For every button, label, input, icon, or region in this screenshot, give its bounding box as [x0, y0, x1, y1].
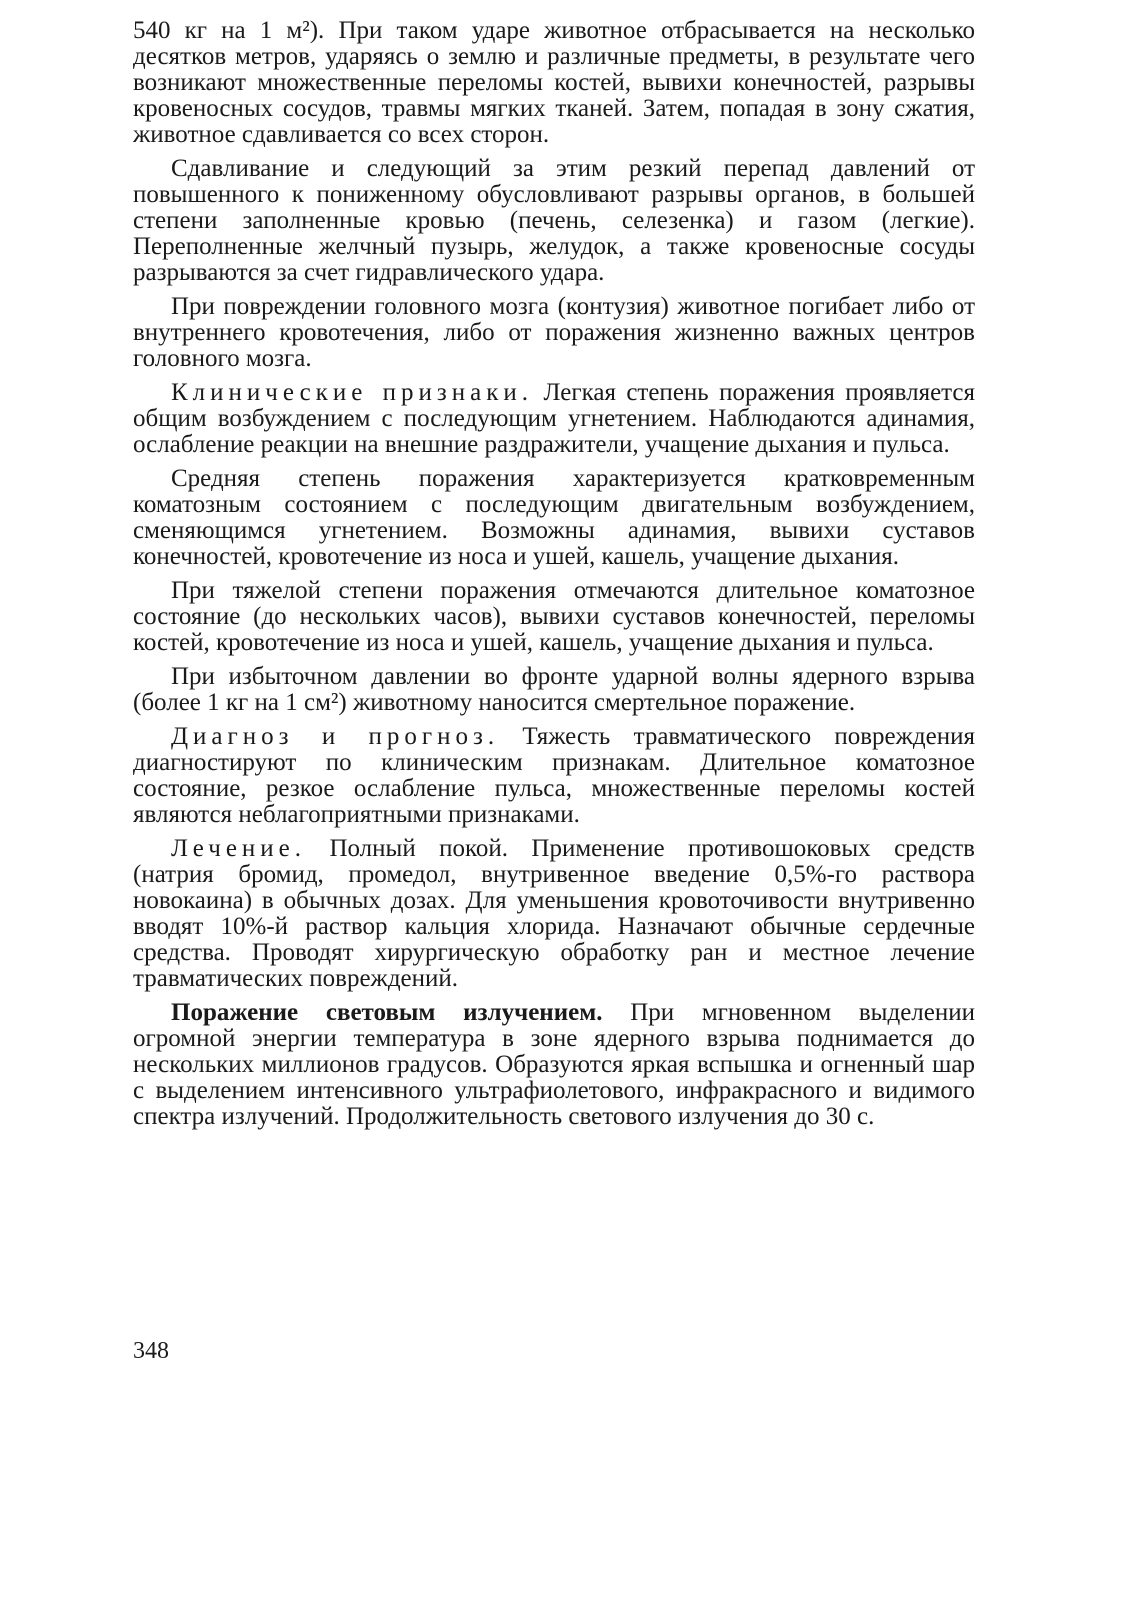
paragraph-8-text: Тяжесть травматического повреждения диагностируют по клиническим признакам. Длительное коматозное состояние, резкое ослабление пульса, множественные переломы костей являются неблагоприятными признаками.: [133, 723, 975, 828]
paragraph-7: [133, 664, 975, 716]
paragraph-3-text: При повреждении головного мозга (контузия) животное погибает либо от внутреннего кровотечения, либо от поражения жизненно важных центров головного мозга.: [133, 293, 975, 372]
paragraph-5-text: Средняя степень поражения характеризуется кратковременным коматозным состоянием с последующим двигательным возбуждением, сменяющимся угнетением. Возможны адинамия, вывихи суставов конечностей, кровотечение из носа и ушей, кашель, учащение дыхания.: [133, 465, 975, 570]
page-number: 348: [133, 1338, 169, 1364]
paragraph-2: [133, 156, 975, 286]
paragraph-clinical-signs: [133, 380, 975, 458]
section-heading-light-radiation: Поражение световым излучением.: [171, 999, 603, 1026]
paragraph-5: [133, 466, 975, 570]
section-heading-treatment: Лечение.: [171, 835, 307, 862]
paragraph-6-text: При тяжелой степени поражения отмечаются длительное коматозное состояние (до нескольких часов), вывихи суставов конечностей, переломы костей, кровотечение из носа и ушей, кашель, учащение дыхания и пульса.: [133, 577, 975, 656]
paragraph-7-text: При избыточном давлении во фронте ударной волны ядерного взрыва (более 1 кг на 1 см²) животному наносится смертельное поражение.: [133, 663, 975, 716]
paragraph-light-radiation: [133, 1000, 975, 1130]
paragraph-treatment: [133, 836, 975, 992]
paragraph-3: [133, 294, 975, 372]
paragraph-1-text: 540 кг на 1 м²). При таком ударе животное отбрасывается на несколько десятков метров, ударяясь о землю и различные предметы, в результате чего возникают множественные переломы костей, вывихи конечностей, разрывы кровеносных сосудов, травмы мягких тканей. Затем, попадая в зону сжатия, животное сдавливается со всех сторон.: [133, 17, 975, 148]
paragraph-diagnosis: [133, 724, 975, 828]
paragraph-6: [133, 578, 975, 656]
page-body: [133, 18, 975, 1130]
paragraph-9-text: Полный покой. Применение противошоковых средств (натрия бромид, промедол, внутривенное введение 0,5%-го раствора новокаина) в обычных дозах. Для уменьшения кровоточивости внутривенно вводят 10%-й раствор кальция хлорида. Назначают обычные сердечные средства. Проводят хирургическую обработку ран и местное лечение травматических повреждений.: [133, 835, 975, 992]
paragraph-4-text: Легкая степень поражения проявляется общим возбуждением с последующим угнетением. Наблюдаются адинамия, ослабление реакции на внешние раздражители, учащение дыхания и пульса.: [133, 379, 975, 458]
section-heading-clinical-signs: Клинические признаки.: [171, 379, 534, 406]
section-heading-diagnosis: Диагноз и прогноз.: [171, 723, 500, 750]
paragraph-2-text: Сдавливание и следующий за этим резкий перепад давлений от повышенного к пониженному обусловливают разрывы органов, в большей степени заполненные кровью (печень, селезенка) и газом (легкие). Переполненные желчный пузырь, желудок, а также кровеносные сосуды разрываются за счет гидравлического удара.: [133, 155, 975, 286]
paragraph-10-text: При мгновенном выделении огромной энергии температура в зоне ядерного взрыва поднимается до нескольких миллионов градусов. Образуются яркая вспышка и огненный шар с выделением интенсивного ультрафиолетового, инфракрасного и видимого спектра излучений. Продолжительность светового излучения до 30 с.: [133, 999, 975, 1130]
paragraph-1: [133, 18, 975, 148]
